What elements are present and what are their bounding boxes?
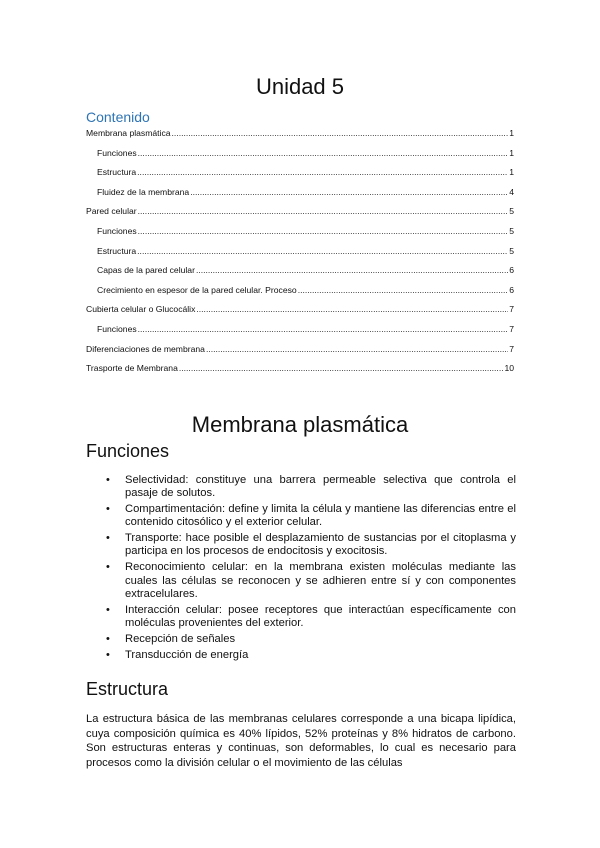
list-item: • Transducción de energía: [106, 649, 516, 662]
toc-entry-label: Crecimiento en espesor de la pared celular. Proceso: [97, 284, 297, 295]
toc-entry-label: Funciones: [97, 323, 137, 334]
toc-dot-leader: [298, 285, 509, 295]
toc-entry-page: 7: [509, 304, 514, 315]
toc-dot-leader: [190, 187, 508, 197]
toc-entry[interactable]: [86, 246, 514, 266]
toc-entry-label: Estructura: [97, 167, 137, 178]
toc-entry-page: 10: [504, 363, 514, 374]
toc-dot-leader: [196, 304, 508, 314]
estructura-paragraph: La estructura básica de las membranas celulares corresponde a una bicapa lipídica, cuya composición química es 40% lípidos, 52% proteínas y 8% hidratos de carbono. Son estructuras enteras y continuas, son deformables, lo cual es necesario para procesos como la división celular o el movimiento de las células: [86, 713, 516, 769]
toc-dot-leader: [206, 344, 508, 354]
toc-dot-leader: [179, 363, 504, 373]
toc-entry[interactable]: [86, 187, 514, 207]
table-of-contents: [86, 128, 514, 383]
section-title: Membrana plasmática: [191, 412, 409, 437]
toc-entry-page: 5: [509, 245, 514, 256]
toc-entry-page: 5: [509, 206, 514, 217]
toc-entry-label: Trasporte de Membrana: [86, 363, 178, 374]
toc-entry[interactable]: [86, 226, 514, 246]
estructura-heading: Estructura: [86, 679, 169, 699]
toc-entry-page: 7: [509, 343, 514, 354]
toc-heading: Contenido: [86, 109, 150, 125]
toc-entry-page: 6: [509, 265, 514, 276]
list-item: • Interacción celular: posee receptores que interactúan específicamente con moléculas provenientes del exterior.: [106, 604, 516, 631]
toc-dot-leader: [196, 265, 508, 275]
toc-dot-leader: [137, 246, 508, 256]
funciones-list: [106, 474, 516, 664]
list-item: • Compartimentación: define y limita la célula y mantiene las diferencias entre el contenido citosólico y el exterior celular.: [106, 503, 516, 530]
toc-entry-page: 6: [509, 284, 514, 295]
toc-entry[interactable]: [86, 324, 514, 344]
funciones-heading: Funciones: [86, 441, 170, 461]
toc-entry-page: 4: [509, 186, 514, 197]
toc-entry-label: Estructura: [97, 245, 137, 256]
toc-entry-page: 5: [509, 225, 514, 236]
toc-dot-leader: [172, 128, 509, 138]
toc-dot-leader: [137, 167, 508, 177]
list-item: • Transporte: hace posible el desplazamiento de sustancias por el citoplasma y participa en los procesos de endocitosis y exocitosis.: [106, 532, 516, 559]
toc-entry[interactable]: [86, 304, 514, 324]
toc-entry-label: Diferenciaciones de membrana: [86, 343, 205, 354]
toc-entry-page: 7: [509, 323, 514, 334]
toc-entry-label: Funciones: [97, 147, 137, 158]
toc-entry-label: Capas de la pared celular: [97, 265, 195, 276]
list-item: • Reconocimiento celular: en la membrana existen moléculas mediante las cuales las células se reconocen y se adhieren entre sí y con componentes extracelulares.: [106, 561, 516, 601]
toc-entry-label: Cubierta celular o Glucocálix: [86, 304, 196, 315]
list-item: • Selectividad: constituye una barrera permeable selectiva que controla el pasaje de solutos.: [106, 474, 516, 501]
toc-entry-page: 1: [509, 167, 514, 178]
toc-dot-leader: [138, 148, 509, 158]
toc-entry-page: 1: [509, 128, 514, 138]
toc-entry-label: Fluidez de la membrana: [97, 186, 190, 197]
toc-entry-label: Pared celular: [86, 206, 137, 217]
toc-entry-page: 1: [509, 147, 514, 158]
toc-entry[interactable]: [86, 128, 514, 148]
toc-entry[interactable]: [86, 344, 514, 364]
page-title: Unidad 5: [255, 74, 345, 99]
toc-entry[interactable]: [86, 265, 514, 285]
toc-entry[interactable]: [86, 167, 514, 187]
list-item: • Recepción de señales: [106, 633, 516, 646]
toc-entry-label: Funciones: [97, 225, 137, 236]
toc-entry[interactable]: [86, 363, 514, 383]
toc-entry-label: Membrana plasmática: [86, 128, 171, 138]
toc-entry[interactable]: [86, 148, 514, 168]
toc-entry[interactable]: [86, 285, 514, 305]
toc-dot-leader: [138, 206, 509, 216]
toc-entry[interactable]: [86, 206, 514, 226]
toc-dot-leader: [138, 324, 509, 334]
toc-dot-leader: [138, 226, 509, 236]
